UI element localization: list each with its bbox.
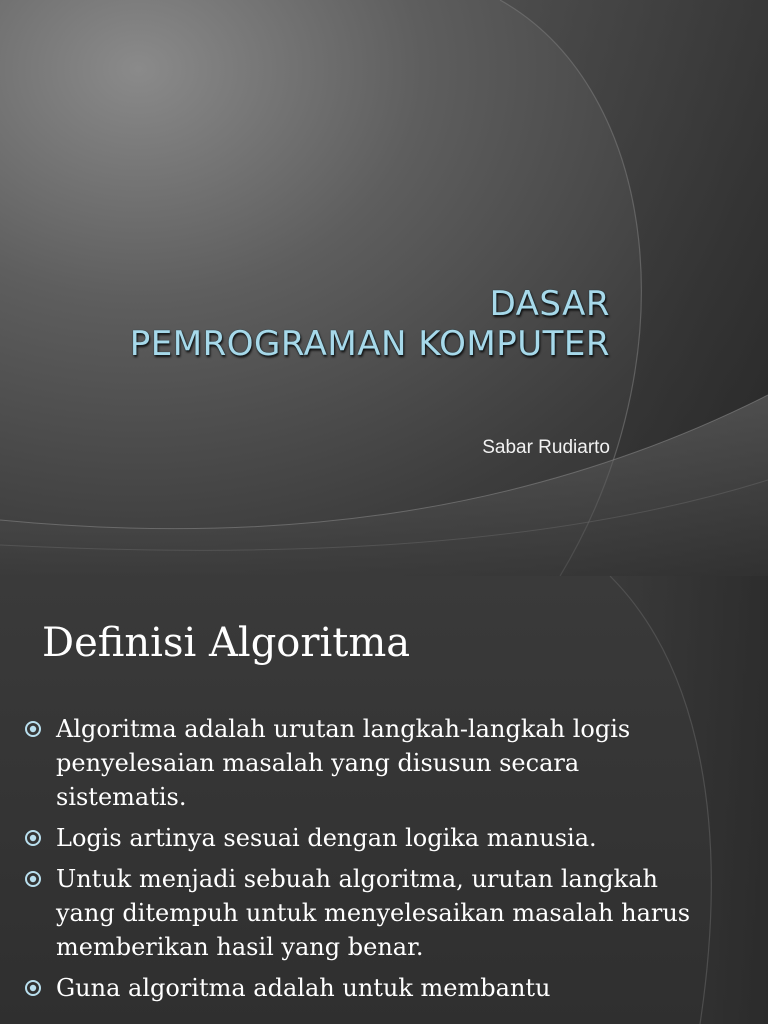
bullet-text: Logis artinya sesuai dengan logika manusia. — [56, 824, 597, 852]
circle-bullet-icon — [24, 979, 42, 997]
content-slide — [0, 576, 768, 1024]
title-line-1: DASAR — [489, 284, 610, 324]
bullet-list — [22, 712, 702, 1012]
circle-bullet-icon — [24, 870, 42, 888]
bullet-text: Algoritma adalah urutan langkah-langkah logis penyelesaian masalah yang disusun secara sistematis. — [56, 715, 631, 811]
presentation-title — [130, 284, 610, 364]
author-name: Sabar Rudiarto — [482, 437, 610, 458]
list-item — [22, 712, 702, 814]
circle-bullet-icon — [24, 720, 42, 738]
title-line-2: PEMROGRAMAN KOMPUTER — [129, 324, 610, 364]
bullet-text: Guna algoritma adalah untuk membantu — [56, 974, 551, 1002]
circle-bullet-icon — [24, 829, 42, 847]
bullet-text: Untuk menjadi sebuah algoritma, urutan langkah yang ditempuh untuk menyelesaikan masalah harus memberikan hasil yang benar. — [56, 865, 691, 961]
list-item — [22, 821, 702, 855]
list-item — [22, 862, 702, 964]
slide-title: Definisi Algoritma — [42, 620, 411, 666]
list-item — [22, 971, 702, 1005]
